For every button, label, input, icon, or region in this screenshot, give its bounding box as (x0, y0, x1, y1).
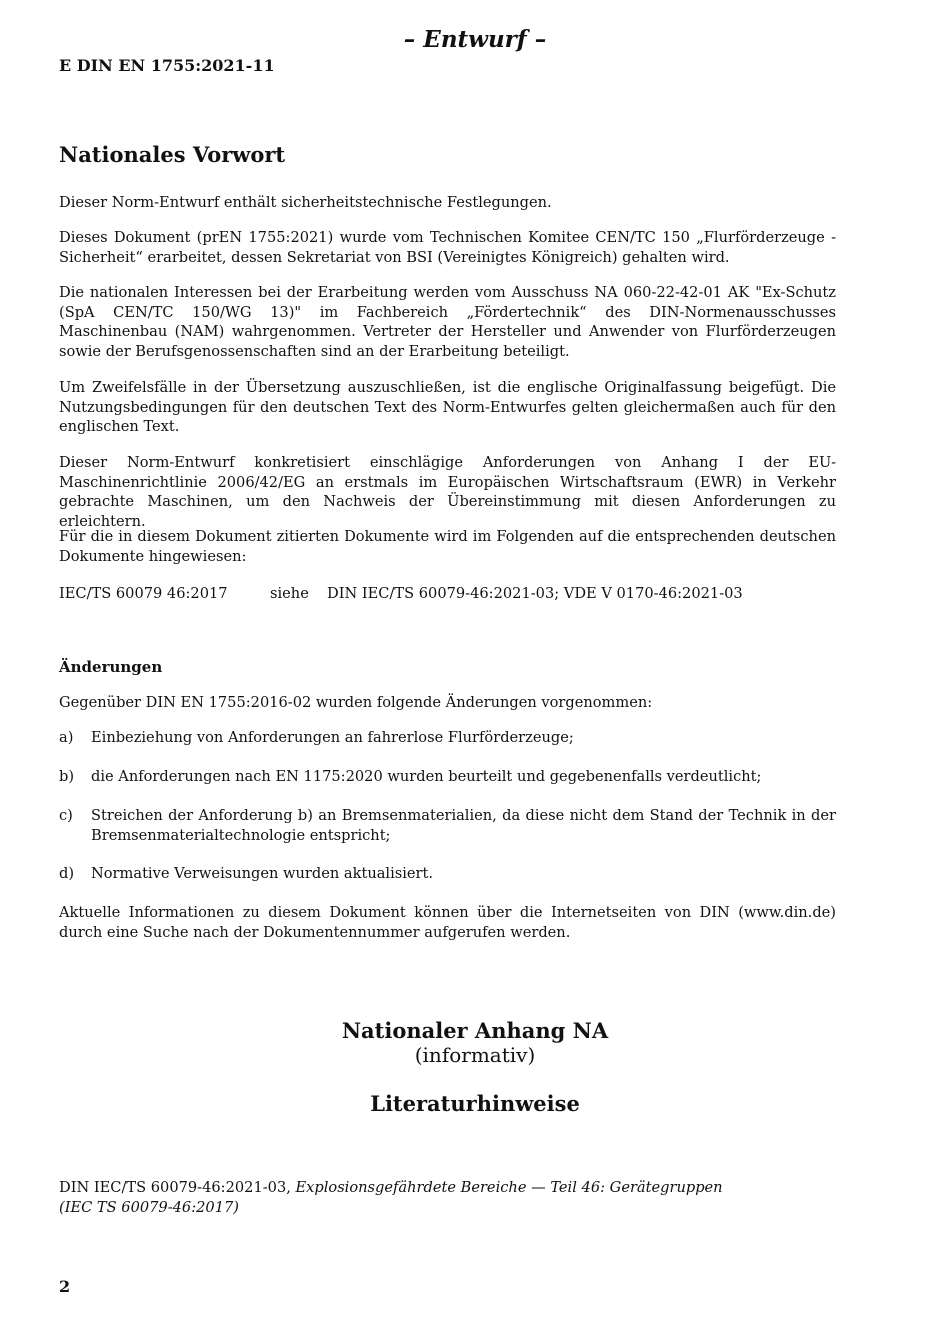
document-id: E DIN EN 1755:2021-11 (59, 56, 275, 75)
list-item-text: die Anforderungen nach EN 1175:2020 wurden beurteilt und gegebenenfalls verdeutlicht; (91, 768, 762, 785)
reference-source: IEC/TS 60079 46:2017 (59, 585, 228, 602)
list-item-text: Einbeziehung von Anforderungen an fahrerlose Flurförderzeuge; (91, 729, 574, 746)
section-title-vorwort: Nationales Vorwort (59, 142, 286, 167)
aenderungen-intro: Gegenüber DIN EN 1755:2016-02 wurden folgende Änderungen vorgenommen: (59, 694, 653, 711)
paragraph-4: Um Zweifelsfälle in der Übersetzung auszuschließen, ist die englische Originalfassung beigefügt. Die Nutzungsbedingungen für den deutschen Text des Norm-Entwurfes gelten gleichermaßen auch für den englischen Text. (59, 379, 836, 436)
bibliography-id: DIN IEC/TS 60079-46:2021-03, (59, 1179, 291, 1196)
page-number: 2 (59, 1277, 71, 1296)
list-item-label: a) (59, 729, 74, 746)
paragraph-6: Für die in diesem Dokument zitierten Dokumente wird im Folgenden auf die entsprechenden deutschen Dokumente hingewiesen: (59, 528, 836, 565)
bibliography-source: (IEC TS 60079-46:2017) (59, 1198, 239, 1216)
list-item-label: d) (59, 865, 75, 882)
section-title-aenderungen: Änderungen (59, 658, 163, 676)
paragraph-1: Dieser Norm-Entwurf enthält sicherheitstechnische Festlegungen. (59, 194, 552, 211)
reference-target: DIN IEC/TS 60079-46:2021-03; VDE V 0170-46:2021-03 (327, 585, 743, 602)
list-item (59, 767, 836, 787)
annex-title: Nationaler Anhang NA (341, 1018, 609, 1043)
list-item-label: b) (59, 768, 75, 785)
bibliography-entry (59, 1178, 836, 1217)
list-item-text: Normative Verweisungen wurden aktualisiert. (91, 865, 434, 882)
list-item-text: Streichen der Anforderung b) an Bremsenmaterialien, da diese nicht dem Stand der Technik in der Bremsenmaterialtechnologie entspricht; (91, 807, 836, 844)
list-item (59, 806, 836, 846)
draft-mark: – Entwurf – (403, 26, 547, 53)
paragraph-3: Die nationalen Interessen bei der Erarbeitung werden vom Ausschuss NA 060-22-42-01 AK "Ex-Schutz (SpA CEN/TC 150/WG 13)" im Fachbereich „Fördertechnik“ des DIN-Normenausschusses Maschinenbau (NAM) wahrgenommen. Vertreter der Hersteller und Anwender von Flurförderzeugen sowie der Berufsgenossenschaften sind an der Erarbeitung beteiligt. (59, 284, 836, 360)
list-item (59, 864, 836, 884)
paragraph-5: Dieser Norm-Entwurf konkretisiert einschlägige Anforderungen von Anhang I der EU-Maschinenrichtlinie 2006/42/EG an erstmals im Europäischen Wirtschaftsraum (EWR) in Verkehr gebrachte Maschinen, um den Nachweis der Übereinstimmung mit diesen Anforderungen zu erleichtern. (59, 454, 836, 530)
list-item (59, 728, 836, 748)
reference-link-word: siehe (270, 585, 309, 602)
bibliography-title: Explosionsgefährdete Bereiche — Teil 46: Gerätegruppen (295, 1179, 723, 1196)
reference-row (59, 584, 836, 604)
aenderungen-closing: Aktuelle Informationen zu diesem Dokument können über die Internetseiten von DIN (www.din.de) durch eine Suche nach der Dokumentennummer aufgerufen werden. (59, 904, 836, 941)
annex-subtitle: (informativ) (414, 1043, 536, 1067)
list-item-label: c) (59, 807, 73, 824)
literature-title: Literaturhinweise (370, 1091, 580, 1116)
paragraph-2: Dieses Dokument (prEN 1755:2021) wurde vom Technischen Komitee CEN/TC 150 „Flurförderzeuge - Sicherheit“ erarbeitet, dessen Sekretariat von BSI (Vereinigtes Königreich) gehalten wird. (59, 229, 836, 266)
